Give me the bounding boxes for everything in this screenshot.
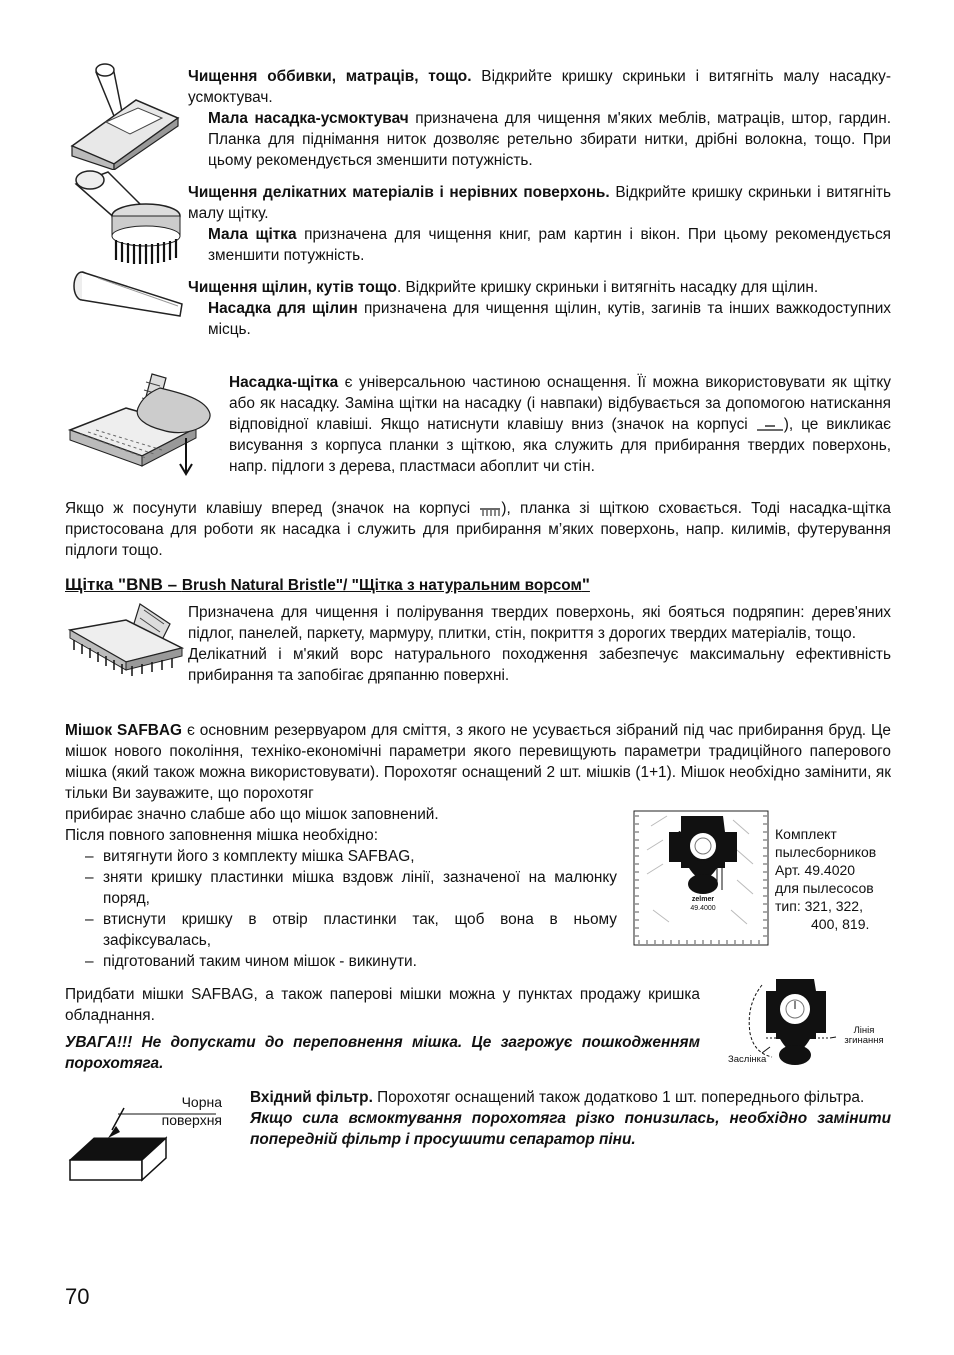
kit-caption-line: 400, 819. xyxy=(811,916,870,932)
list-item: – підготований таким чином мішок - викинути. xyxy=(65,951,617,972)
safbag-after-full: Після повного заповнення мішка необхідно: xyxy=(65,827,378,844)
kit-caption-line: пылесборников xyxy=(775,844,877,860)
delicate-section xyxy=(188,182,891,266)
crevices-sub-title: Насадка для щілин xyxy=(208,300,358,317)
bag-code: 49.4000 xyxy=(690,905,716,912)
upholstery-section xyxy=(188,66,891,171)
warning-text xyxy=(65,1032,700,1074)
safbag-text-b-block xyxy=(65,804,625,846)
bag-number: 1 xyxy=(677,830,683,841)
brush-nozzle-cont-2: ), планка зі щіткою сховається. Тоді насадка-щітка пристосована для роботи як насадка і служить для прибирання м’яких поверхонь, напр. килимів, футерування підлоги тощо. xyxy=(65,500,891,559)
brush-nozzle-text-2: ), це викликає висування з корпуса планки з щіткою, яка служить для прибирання твердих поверхонь, напр. підлоги з дерева, пластмаси абоплит чи стін. xyxy=(229,416,891,475)
crevices-section xyxy=(188,277,891,340)
kit-caption-line: тип: 321, 322, xyxy=(775,898,863,914)
safbag-text-b: прибирає значно слабше або що мішок заповнений. xyxy=(65,806,439,823)
warning-text-content: УВАГА!!! Не допускати до переповнення мішка. Це загрожує пошкодженням порохотяга. xyxy=(65,1034,700,1072)
fold-line-label xyxy=(839,1026,889,1046)
key-down-symbol-icon xyxy=(756,419,784,431)
kit-caption-line: Комплект xyxy=(775,826,837,842)
brush-nozzle-continuation xyxy=(65,498,891,561)
black-surface-label xyxy=(146,1093,222,1129)
bnb-heading-a: Щітка "BNB – xyxy=(65,575,182,594)
delicate-sub-title: Мала щітка xyxy=(208,226,297,243)
brush-nozzle-section xyxy=(229,372,891,477)
list-item: – втиснути кришку в отвір пластинки так, щоб вона в ньому зафіксувалась, xyxy=(65,909,617,951)
bnb-heading-b: Brush Natural Bristle"/ "Щітка з натуральним ворсом xyxy=(181,577,582,594)
brush-nozzle-text-1: є універсальною частиною оснащення. Її можна використовувати як щітку або як насадку. Заміна щітки на насадку (і навпаки) відбувається за допомогою натискання відповідної клавіші. Якщо натиснути клавішу вниз (значок на корпусі xyxy=(229,374,891,433)
filter-text: Порохотяг оснащений також додатково 1 шт. попереднього фільтра. xyxy=(372,1089,865,1106)
upholstery-title: Чищення оббивки, матраців, тощо. xyxy=(188,68,472,85)
brush-nozzle-foot-illustration xyxy=(66,368,216,478)
filter-section xyxy=(250,1087,891,1150)
flap-label: Заслінка xyxy=(728,1054,767,1065)
page-number: 70 xyxy=(65,1284,90,1309)
kit-caption-line: Арт. 49.4020 xyxy=(775,862,856,878)
safbag-title: Мішок SAFBAG xyxy=(65,722,182,739)
bnb-section xyxy=(188,602,891,686)
safbag-steps xyxy=(65,846,617,972)
safbag-kit-illustration xyxy=(633,810,769,946)
upholstery-nozzle-illustration xyxy=(66,60,184,170)
safbag-text-a: є основним резервуаром для сміття, з якого не усувається зібраний під час прибирання бруд. Це мішок нового покоління, техніко-економічні параметри якого перевищують параметри традиційного паперового мішка (який також можна використовувати). Порохотяг оснащений 2 шт. мішків (1+1). Мішок необхідно замінити, як тільки Ви зауважите, що порохотяг xyxy=(65,722,891,802)
bnb-paragraph-1: Призначена для чищення і полірування твердих поверхонь, які бояться подряпин: дерев'яних підлог, панелей, паркету, мармуру, плитки, стін, покриття з дорогих твердих матеріалів, тощо. xyxy=(188,604,891,642)
buy-text: Придбати мішки SAFBAG, а також паперові мішки можна у пунктах продажу кришка обладнання. xyxy=(65,986,700,1024)
upholstery-intro: Відкрийте кришку скриньки і витягніть малу насадку-усмоктувач. xyxy=(188,68,891,106)
list-item: – зняти кришку пластинки мішка вздовж лінії, зазначеної на малюнку поряд, xyxy=(65,867,617,909)
kit-caption-line: для пылесосов xyxy=(775,880,874,896)
fold-line-label-line: Лінія xyxy=(853,1025,875,1036)
bnb-heading-c: " xyxy=(581,575,590,594)
small-brush-illustration xyxy=(68,170,188,265)
brush-nozzle-cont-1: Якщо ж посунути клавішу вперед (значок на корпусі xyxy=(65,500,480,517)
crevice-nozzle-illustration xyxy=(68,268,186,322)
brush-nozzle-title: Насадка-щітка xyxy=(229,374,339,391)
delicate-intro: Відкрийте кришку скриньки і витягніть малу щітку. xyxy=(188,184,891,222)
kit-caption xyxy=(775,825,895,933)
black-surface-label-line: поверхня xyxy=(161,1112,222,1128)
upholstery-sub-text: призначена для чищення м'яких меблів, матраців, штор, гардин. Планка для піднімання ниток дозволяє ретельно збирати нитки, дрібні волокна, тощо. При цьому рекомендується зменшити потужність. xyxy=(208,110,892,169)
fold-line-label-line: згинання xyxy=(844,1035,884,1046)
key-forward-symbol-icon xyxy=(479,503,501,515)
crevices-title: Чищення щілин, кутів тощо xyxy=(188,279,397,296)
black-surface-label-line: Чорна xyxy=(181,1094,222,1110)
bnb-paragraph-2: Делікатний і м'який ворс натурального походження забезпечує максимальну ефективність прибирання та запобігає дряпанню поверхні. xyxy=(188,646,891,684)
bag-brand: zelmer xyxy=(691,896,715,903)
filter-italic: Якщо сила всмоктування порохотяга різко понизилась, необхідно замінити попередній фільтр і просушити сепаратор піни. xyxy=(250,1110,891,1148)
delicate-sub-text: призначена для чищення книг, рам картин і вікон. При цьому рекомендується зменшити потужність. xyxy=(208,226,891,264)
crevices-sub-text: призначена для чищення щілин, кутів, загинів та інших важкодоступних місць. xyxy=(208,300,891,338)
filter-title: Вхідний фільтр. xyxy=(250,1089,373,1106)
crevices-intro: . Відкрийте кришку скриньки і витягніть насадку для щілин. xyxy=(396,279,819,296)
safbag-section xyxy=(65,720,891,804)
bnb-heading xyxy=(65,574,891,596)
delicate-title: Чищення делікатних матеріалів і нерівних поверхонь. xyxy=(188,184,610,201)
upholstery-sub-title: Мала насадка-усмоктувач xyxy=(208,110,409,127)
list-item: – витягнути його з комплекту мішка SAFBAG, xyxy=(65,846,617,867)
bnb-brush-illustration xyxy=(66,600,186,690)
